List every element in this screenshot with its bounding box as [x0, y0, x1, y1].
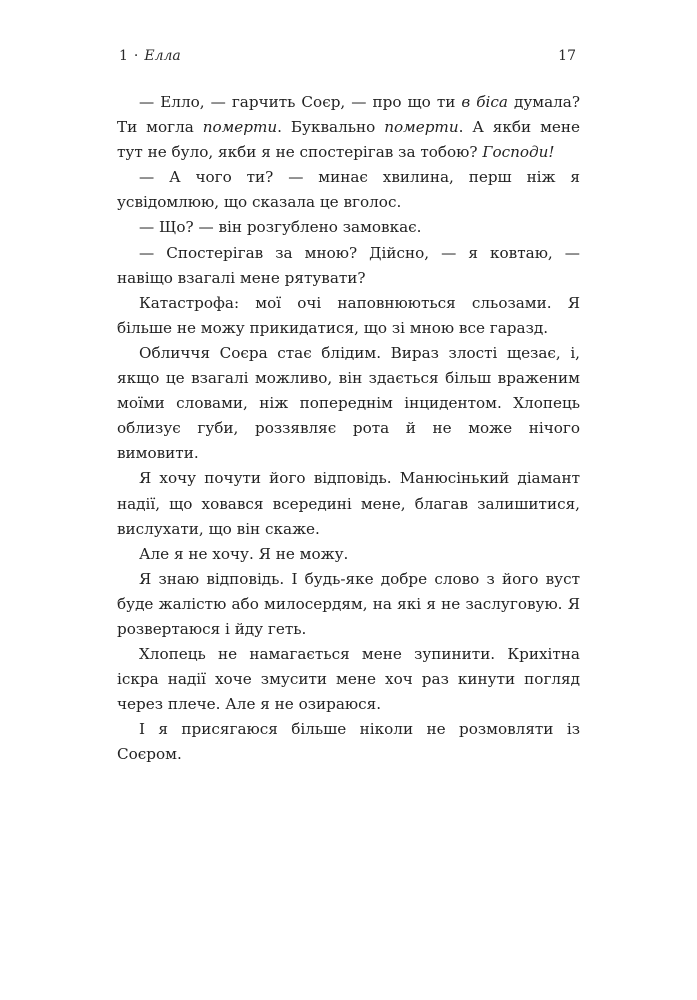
paragraph-text: Я знаю відповідь. І будь-яке добре слово з його вуст буде жалістю або милосердям, на які я не заслуговую. Я розвертаюся і йду геть.: [117, 569, 580, 638]
paragraph-text: Але я не хочу. Я не можу.: [139, 544, 349, 563]
paragraph-text: думала? Ти могла: [117, 93, 581, 137]
paragraph: [117, 291, 580, 341]
paragraph: [117, 341, 580, 466]
paragraph-text: Катастрофа: мої очі наповнюються сльозами. Я більше не можу прикидатися, що зі мною все гаразд.: [117, 293, 580, 337]
chapter-number: 1: [119, 48, 128, 64]
paragraph: [117, 241, 580, 291]
body-text: [117, 90, 580, 768]
emphasis-text: померти: [202, 118, 278, 137]
paragraph: [117, 466, 580, 541]
paragraph-text: Обличчя Соєра стає блідим. Вираз злості щезає, і, якщо це взагалі можливо, він здається більш враженим моїми словами, ніж попереднім інцидентом. Хлопець облизує губи, роззявляє рота й не може нічого вимовити.: [117, 343, 580, 463]
emphasis-text: померти: [384, 118, 459, 137]
paragraph-text: — А чого ти? — минає хвилина, перш ніж я усвідомлюю, що сказала це вголос.: [117, 168, 580, 212]
paragraph-text: — Елло, — гарчить Соєр, — про що ти: [139, 93, 462, 111]
paragraph: [117, 717, 580, 767]
paragraph: [117, 90, 580, 165]
header-left: [119, 48, 181, 64]
paragraph: [117, 215, 580, 240]
paragraph-text: . А якби мене тут не було, якби я не спостерігав за тобою?: [117, 118, 580, 162]
paragraph-text: Хлопець не намагається мене зупинити. Крихітна іскра надії хоче змусити мене хоч раз кинути погляд через плече. Але я не озираюся.: [117, 645, 580, 714]
page-number: 17: [558, 48, 576, 64]
emphasis-text: Господи!: [482, 143, 555, 162]
paragraph-text: — Спостерігав за мною? Дійсно, — я ковтаю, — навіщо взагалі мене рятувати?: [117, 243, 580, 287]
running-header: [119, 48, 578, 70]
paragraph: [117, 567, 580, 642]
header-separator: ·: [133, 48, 139, 64]
paragraph-text: Я хочу почути його відповідь. Манюсінький діамант надії, що ховався всередині мене, благав залишитися, вислухати, що він скаже.: [117, 469, 580, 538]
paragraph-text: — Що? — він розгублено замовкає.: [139, 218, 422, 237]
paragraph: [117, 642, 580, 717]
emphasis-text: в біса: [461, 93, 508, 111]
paragraph: [117, 165, 580, 215]
paragraph-text: І я присягаюся більше ніколи не розмовляти із Соєром.: [117, 720, 580, 764]
chapter-title: Елла: [144, 48, 181, 64]
paragraph-text: . Буквально: [277, 118, 385, 137]
paragraph: [117, 542, 580, 567]
